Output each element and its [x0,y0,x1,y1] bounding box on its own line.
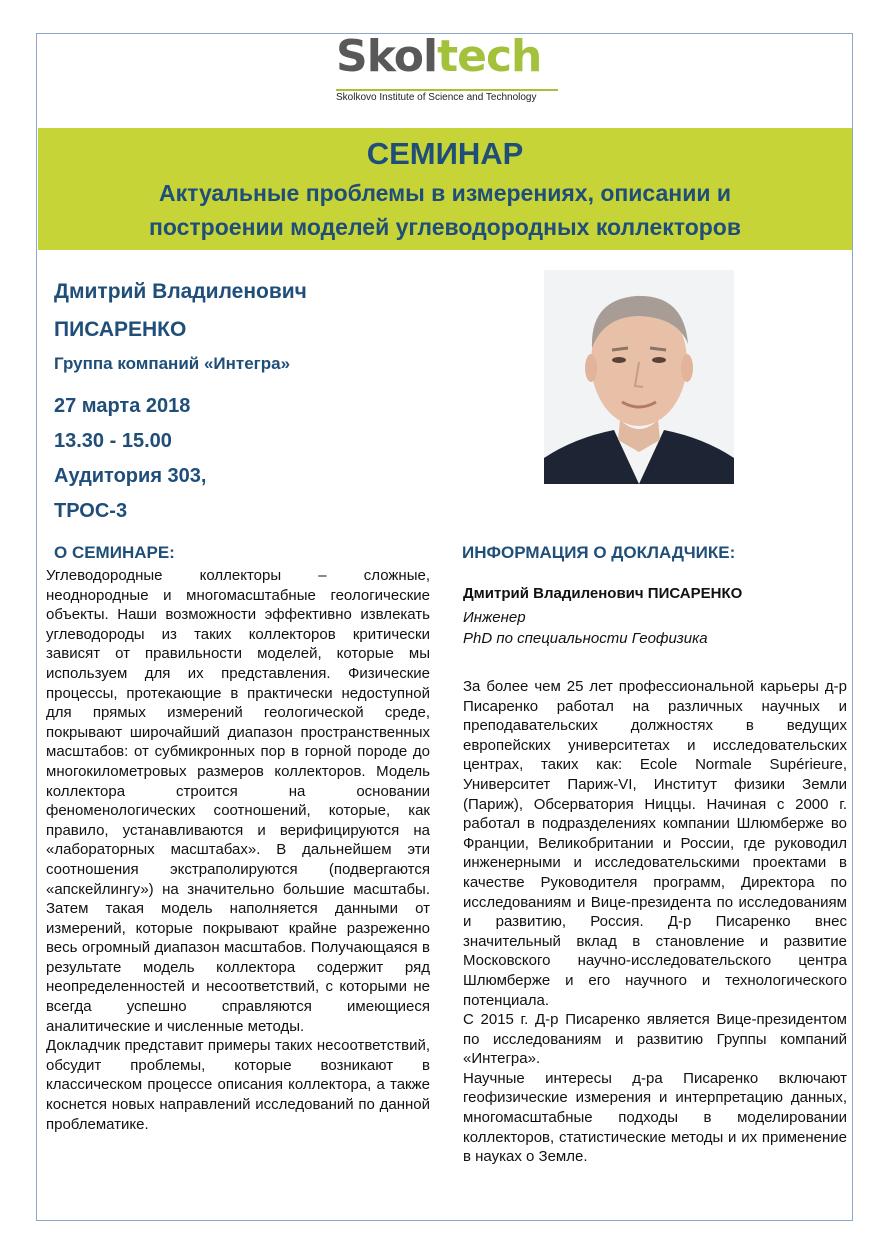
skoltech-logo [336,31,562,106]
banner-subtitle [38,176,852,244]
info-degree: PhD по специальности Геофизика [463,630,708,647]
info-role: Инженер [463,609,526,626]
about-heading: О СЕМИНАРЕ: [54,543,175,562]
seminar-date: 27 марта 2018 [54,395,191,417]
speaker-first-names: Дмитрий Владиленович [54,280,307,303]
logo-wordmark-green: tech [437,31,542,82]
speaker-last-name: ПИСАРЕНКО [54,318,187,341]
about-paragraph-2: Докладчик представит примеры таких несоответствий, обсудит проблемы, которые возникают в классическом процессе описания коллектора, а также коснется новых направлений исследований по данной проблематике. [46,1037,430,1133]
banner-title: СЕМИНАР [366,136,524,171]
info-speaker-name: Дмитрий Владиленович ПИСАРЕНКО [463,585,743,602]
info-paragraph-3: Научные интересы д-ра Писаренко включают геофизические измерения и интерпретацию данных, многомасштабные подходы в моделировании коллекторов, статистические методы и их применение в науках о Земле. [463,1069,847,1166]
portrait-icon [544,270,734,484]
seminar-room: Аудитория 303, [54,465,207,487]
about-text [46,566,430,1134]
speaker-info [463,584,847,1167]
seminar-banner [38,128,852,250]
logo-wordmark-gray: Skol [336,31,438,82]
logo-subtitle: Skolkovo Institute of Science and Technology [336,92,537,103]
speaker-info-heading: ИНФОРМАЦИЯ О ДОКЛАДЧИКЕ: [462,543,736,562]
seminar-building: ТРОС-3 [54,500,128,522]
about-paragraph-1: Углеводородные коллекторы – сложные, неоднородные и многомасштабные геологические объекты. Наши возможности эффективно извлекать углеводороды из таких коллекторов критически зависят от правильности моделей, которые мы используем для их представления. Физические процессы, протекающие в практически недоступной для прямых измерений геологической среде, покрывают широчайший диапазон пространственных масштабов: от субмикронных пор в горной породе до многокилометровых размеров коллекторов. Модель коллектора строится на основании феноменологических соотношений, которые, как правило, устанавливаются и верифицируются на «лабораторных масштабах». В дальнейшем эти соотношения экстраполируются (подвергаются «апскейлингу») на значительно большие масштабы. Затем такая модель наполняется данными от измерений, которые покрывают крайне разреженно весь огромный диапазон масштабов. Получающаяся в результате модель коллектора содержит ряд неопределенностей и несоответствий, с которыми не всегда успешно справляются имеющиеся аналитические и численные методы. [46,567,430,1035]
banner-subtitle-line1: Актуальные проблемы в измерениях, описании и [158,180,731,206]
speaker-portrait [544,270,734,484]
seminar-time: 13.30 - 15.00 [54,430,172,452]
info-paragraph-1: За более чем 25 лет профессиональной карьеры д-р Писаренко работал на различных научных и преподавательских должностях в ведущих европейских университетах и исследовательских центрах, таких как: Ecole Normale Supérieure, Университет Париж-VI, Институт физики Земли (Париж), Обсерватория Ниццы. Начиная с 2000 г. работал в подразделениях компании Шлюмберже во Франции, Великобритании и России, где руководил инженерными и исследовательскими проектами в качестве Руководителя программ, Директора по исследованиям и Вице-президента по исследованиям и развитию, Россия. Д-р Писаренко внес значительный вклад в становление и развитие Московского научно-исследовательского центра Шлюмберже и его научного и технологического потенциала. [463,678,847,1009]
info-bio [463,677,847,1167]
info-paragraph-2: С 2015 г. Д-р Писаренко является Вице-президентом по исследованиям и развитию Группы компаний «Интегра». [463,1011,847,1068]
logo-underline [336,89,558,91]
banner-subtitle-line2: построении моделей углеводородных коллекторов [148,214,741,240]
speaker-organization: Группа компаний «Интегра» [54,354,291,373]
logo-wordmark [336,30,541,84]
